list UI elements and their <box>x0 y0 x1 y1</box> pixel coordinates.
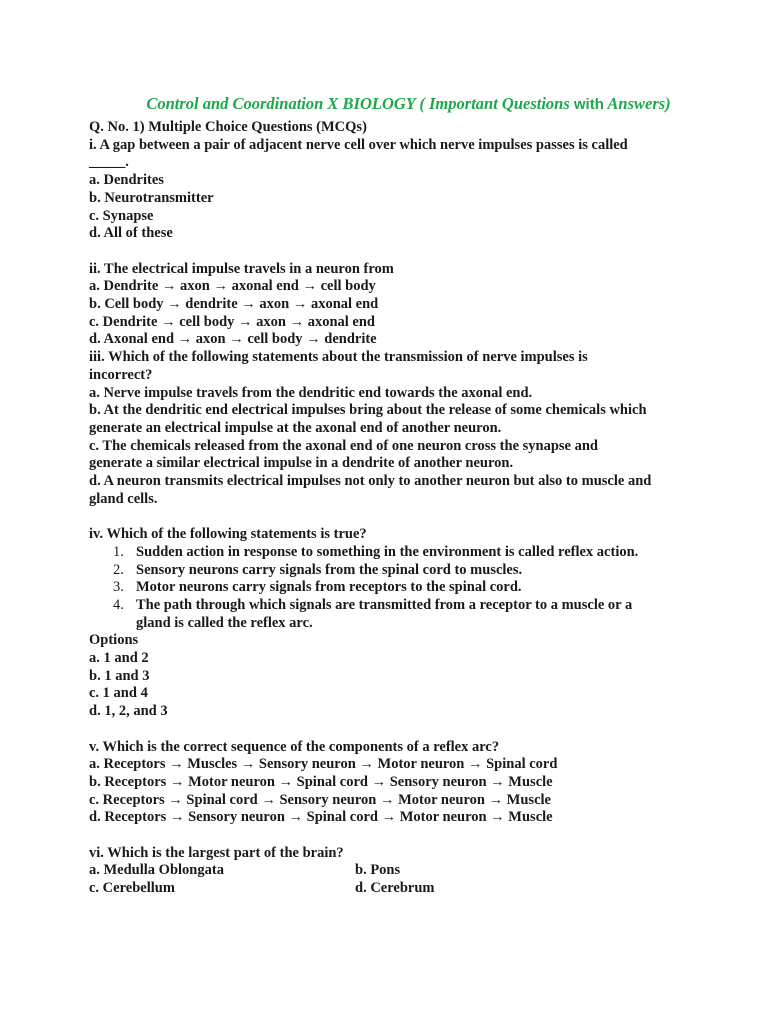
statement-item: 1. Sudden action in response to something in the environment is called reflex action. <box>113 543 639 560</box>
option-b: b. Cell body → dendrite → axon → axonal end <box>89 296 379 313</box>
option-d: d. Axonal end → axon → cell body → dendrite <box>89 331 377 348</box>
question-stem: iii. Which of the following statements about the transmission of nerve impulses is <box>89 349 588 366</box>
page-title: Control and Coordination X BIOLOGY ( Important Questions with Answers) <box>146 94 671 113</box>
question-stem: iv. Which of the following statements is true? <box>89 526 367 543</box>
question-5 <box>89 739 708 828</box>
option-c: c. Dendrite → cell body → axon → axonal end <box>89 313 375 330</box>
option-b: b. Pons <box>355 862 401 879</box>
option-b: b. 1 and 3 <box>89 667 150 684</box>
option-d: d. All of these <box>89 225 173 242</box>
question-stem: i. A gap between a pair of adjacent nerve cell over which nerve impulses passes is called <box>89 136 628 153</box>
option-b: b. Receptors → Motor neuron → Spinal cord → Sensory neuron → Muscle <box>89 773 553 790</box>
option-c-cont: generate a similar electrical impulse in a dendrite of another neuron. <box>89 455 514 472</box>
question-4 <box>89 526 708 721</box>
options-label: Options <box>89 632 139 649</box>
question-3 <box>89 349 708 508</box>
option-c: c. 1 and 4 <box>89 685 148 702</box>
statement-item: 3. Motor neurons carry signals from receptors to the spinal cord. <box>113 579 522 596</box>
question-stem: v. Which is the correct sequence of the components of a reflex arc? <box>89 738 500 755</box>
option-b: b. Neurotransmitter <box>89 189 214 206</box>
question-stem-cont: incorrect? <box>89 366 153 383</box>
option-a: a. 1 and 2 <box>89 650 149 667</box>
question-stem: ii. The electrical impulse travels in a neuron from <box>89 260 394 277</box>
question-1 <box>89 137 708 243</box>
option-c: c. Receptors → Spinal cord → Sensory neuron → Motor neuron → Muscle <box>89 791 551 808</box>
statement-list <box>89 544 708 633</box>
option-a: a. Nerve impulse travels from the dendritic end towards the axonal end. <box>89 384 533 401</box>
option-row <box>89 880 708 898</box>
section-heading: Q. No. 1) Multiple Choice Questions (MCQs) <box>89 119 367 135</box>
option-a: a. Receptors → Muscles → Sensory neuron → Motor neuron → Spinal cord <box>89 756 558 773</box>
option-a: a. Dendrites <box>89 172 164 189</box>
option-a: a. Dendrite → axon → axonal end → cell body <box>89 278 376 295</box>
question-stem: vi. Which is the largest part of the brain? <box>89 844 344 861</box>
option-d: d. A neuron transmits electrical impulses not only to another neuron but also to muscle and <box>89 473 652 490</box>
option-c: c. Cerebellum <box>89 880 175 897</box>
question-stem-blank: _____. <box>89 154 129 171</box>
question-2 <box>89 261 708 350</box>
option-c: c. The chemicals released from the axonal end of one neuron cross the synapse and <box>89 437 598 454</box>
option-row <box>89 862 708 880</box>
option-d-cont: gland cells. <box>89 490 158 507</box>
option-d: d. 1, 2, and 3 <box>89 703 168 720</box>
option-b-cont: generate an electrical impulse at the axonal end of another neuron. <box>89 419 502 436</box>
question-6 <box>89 845 708 898</box>
option-a: a. Medulla Oblongata <box>89 862 224 879</box>
option-d: d. Cerebrum <box>355 880 435 897</box>
option-b: b. At the dendritic end electrical impulses bring about the release of some chemicals which <box>89 402 647 419</box>
option-d: d. Receptors → Sensory neuron → Spinal cord → Motor neuron → Muscle <box>89 809 553 826</box>
statement-item: 4. The path through which signals are transmitted from a receptor to a muscle or a gland is called the reflex arc. <box>113 596 633 631</box>
option-c: c. Synapse <box>89 207 154 224</box>
statement-item: 2. Sensory neurons carry signals from the spinal cord to muscles. <box>113 561 523 578</box>
